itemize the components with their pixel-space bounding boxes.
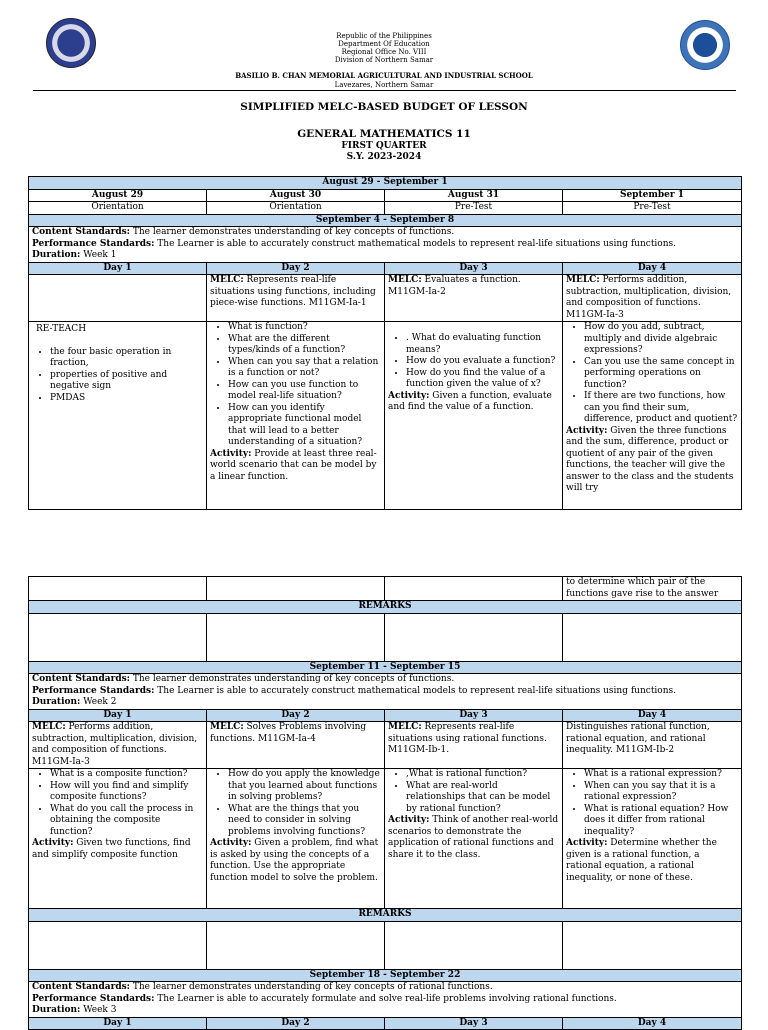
day-header: Day 1 [29,262,207,275]
list-item: • What are the things that you need to consider in solving problems involving functions? [228,804,381,839]
activity-text: Determine whether the given is a rational function, a rational equation, a rational inequality, or none of these. [566,838,717,883]
list-item: • Can you use the same concept in performing operations on function? [584,357,738,392]
standards-cell [29,227,742,263]
duration-value: Week 3 [80,1005,117,1015]
day-header: Day 4 [563,262,742,275]
list-item: • What do you call the process in obtaining the composite function? [50,804,203,839]
continuation-cell [29,577,207,601]
list-item: • How do you find the value of a function given the value of x? [406,368,559,391]
quarter-title: FIRST QUARTER [341,141,427,151]
list-item: • What is a rational expression? [584,769,738,781]
week-range: September 11 - September 15 [29,661,742,674]
list-item: • What are real-world relationships that can be model by rational function? [406,781,559,816]
day-header: Day 3 [385,262,563,275]
lesson-cell-day-3: • ,What is rational function? • What are real-world relationships that can be model by rational function? Activity: Think of another real-world scenarios to demonstrate the application of rational functions and share it to the class. [385,769,563,909]
list-item: • How can you use function to model real-life situation? [228,380,381,403]
remarks-cell [29,921,207,969]
header-line-4: Division of Northern Samar [334,56,434,64]
continuation-cell: to determine which pair of the functions gave rise to the answer [563,577,742,601]
melc-cell [29,275,207,322]
duration-value: Week 2 [80,697,117,707]
performance-standards: The Learner is able to accurately construct mathematical models to represent real-life situations using functions. [154,238,677,249]
remarks-cell [207,613,385,661]
lesson-cell-day-1 [29,322,207,510]
performance-standards: The Learner is able to accurately formulate and solve real-life problems involving rational functions. [154,993,617,1004]
content-label: Content Standards: [32,227,131,237]
list-item: • How do you add, subtract, multiply and divide algebraic expressions? [584,322,738,357]
reteach-label: RE-TEACH [36,324,87,334]
activity-text: Think of another real-world scenarios to demonstrate the application of rational functions and share it to the class. [388,815,559,860]
school-name: BASILIO B. CHAN MEMORIAL AGRICULTURAL AND INDUSTRIAL SCHOOL [235,71,533,80]
header-line-2: Department Of Education [338,40,430,48]
lesson-cell-day-4: • What is a rational expression? • When can you say that it is a rational expression? • What is rational equation? How does it differ from rational inequality? Activity: Determine whether the given is a rational function, a rational equation, a rational inequality, or none of these. [563,769,742,909]
list-item: • properties of positive and negative sign [50,370,203,393]
day-header: Day 4 [563,1017,742,1030]
melc-cell: MELC: Evaluates a function. M11GM-Ia-2 [385,275,563,322]
list-item: • the four basic operation in fraction, [50,347,203,370]
continuation-cell [207,577,385,601]
day-header: Day 4 [563,709,742,722]
school-year: S.Y. 2023-2024 [346,152,422,162]
activity-cell: Orientation [29,202,207,215]
date-cell: August 29 [29,189,207,202]
day-header: Day 3 [385,1017,563,1030]
list-item: • How do you evaluate a function? [406,356,559,368]
remarks-header: REMARKS [29,601,742,614]
date-cell: September 1 [563,189,742,202]
subject-title: GENERAL MATHEMATICS 11 [297,128,471,140]
duration-value: Week 1 [80,250,117,260]
list-item: • How will you find and simplify composite functions? [50,781,203,804]
list-item: • How can you identify appropriate functional model that will lead to a better understanding of a situation? [228,403,381,449]
activity-text: Given a problem, find what is asked by using the concepts of a function. Use the appropriate function model to solve the problem. [210,838,379,883]
lesson-table-week-1 [28,176,742,510]
lesson-table-week-2 [28,576,742,1030]
melc-cell: MELC: Performs addition, subtraction, multiplication, division, and composition of functions. M11GM-Ia-3 [563,275,742,322]
list-item: • If there are two functions, how can you find their sum, difference, product and quotient? [584,391,738,426]
activity-cell: Pre-Test [385,202,563,215]
activity-text: Given a function, evaluate and find the value of a function. [388,390,552,412]
list-item: • . What do evaluating function means? [406,333,559,356]
day-header: Day 3 [385,709,563,722]
lesson-cell-day-1: • What is a composite function? • How will you find and simplify composite functions? • What do you call the process in obtaining the composite function? Activity: Given two functions, find and simplify composite function [29,769,207,909]
remarks-header: REMARKS [29,909,742,922]
melc-cell: MELC: Represents real-life situations using rational functions. M11GM-Ib-1. [385,722,563,769]
list-item: • When can you say that it is a rational expression? [584,781,738,804]
melc-cell: Distinguishes rational function, rational equation, and rational inequality. M11GM-Ib-2 [563,722,742,769]
week-range: September 18 - September 22 [29,969,742,982]
melc-text: Represents real-life situations using rational functions. M11GM-Ib-1. [388,722,547,755]
duration-label: Duration: [32,250,81,260]
activity-text: Given the three functions and the sum, difference, product or quotient of any pair of the given functions, the teacher will give the answer to the class and the students will try [566,425,734,493]
melc-text: Performs addition, subtraction, multiplication, division, and composition of functions. M11GM-Ia-3 [566,275,732,320]
remarks-cell [563,921,742,969]
melc-text: Represents real-life situations using functions, including piece-wise functions. M11GM-Ia-1 [210,275,376,308]
standards-cell: Content Standards: The learner demonstrates understanding of key concepts of functions. Performance Standards: The Learner is able to accurately construct mathematical models to represent real-life situations using functions. Duration: Week 2 [29,674,742,710]
week-range: September 4 - September 8 [29,214,742,227]
melc-text: Performs addition, subtraction, multiplication, division, and composition of functions. M11GM-Ia-3 [32,722,198,767]
remarks-cell [29,613,207,661]
lesson-cell-day-3: • . What do evaluating function means? • How do you evaluate a function? • How do you find the value of a function given the value of x? Activity: Given a function, evaluate and find the value of a function. [385,322,563,510]
date-cell: August 30 [207,189,385,202]
day-header: Day 1 [29,1017,207,1030]
day-header: Day 1 [29,709,207,722]
lesson-cell-day-2: • What is function? • What are the different types/kinds of a function? • When can you say that a relation is a function or not? • How can you use function to model real-life situation? • How can you identify appropriate functional model that will lead to a better understanding of a situation? Activity: Provide at least three real-world scenario that can be model by a linear function. [207,322,385,510]
header-line-3: Regional Office No. VIII [341,48,427,56]
lesson-cell-day-2: • How do you apply the knowledge that you learned about functions in solving problems? • What are the things that you need to consider in solving problems involving functions? Activity: Given a problem, find what is asked by using the concepts of a function. Use the appropriate function model to solve the problem. [207,769,385,909]
list-item: • What is rational equation? How does it differ from rational inequality? [584,804,738,839]
melc-cell: MELC: Represents real-life situations using functions, including piece-wise functions. M11GM-Ia-1 [207,275,385,322]
list-item: • What is function? [228,322,381,334]
content-standards: The learner demonstrates understanding of key concepts of functions. [130,674,455,684]
remarks-cell [207,921,385,969]
document-title: SIMPLIFIED MELC-BASED BUDGET OF LESSON [240,101,528,113]
list-item: • What are the different types/kinds of a function? [228,334,381,357]
list-item: • PMDAS [50,393,203,405]
standards-cell: Content Standards: The learner demonstrates understanding of key concepts of rational functions. Performance Standards: The Learner is able to accurately formulate and solve real-life problems involving rational functions. Duration: Week 3 [29,982,742,1018]
melc-cell: MELC: Solves Problems involving functions. M11GM-Ia-4 [207,722,385,769]
content-standards: The learner demonstrates understanding of key concepts of rational functions. [130,982,493,992]
header-line-1: Republic of the Philippines [336,32,432,40]
activity-cell: Pre-Test [563,202,742,215]
performance-label: Performance Standards: [32,238,155,249]
day-header: Day 2 [207,1017,385,1030]
melc-text: Evaluates a function. M11GM-Ia-2 [388,275,521,297]
lesson-cell-day-4: • How do you add, subtract, multiply and divide algebraic expressions? • Can you use the same concept in performing operations on function? • If there are two functions, how can you find their sum, difference, product and quotient? Activity: Given the three functions and the sum, difference, product or quotient of any pair of the given functions, the teacher will give the answer to the class and the students will try [563,322,742,510]
header-divider [33,90,736,91]
week-band-row [29,177,742,190]
melc-cell: MELC: Performs addition, subtraction, multiplication, division, and composition of functions. M11GM-Ia-3 [29,722,207,769]
content-standards: The learner demonstrates understanding of key concepts of functions. [130,227,455,237]
activity-text: Given two functions, find and simplify composite function [32,838,191,860]
remarks-cell [385,921,563,969]
activity-cell: Orientation [207,202,385,215]
day-header: Day 2 [207,709,385,722]
list-item: • When can you say that a relation is a function or not? [228,357,381,380]
week-range: August 29 - September 1 [29,177,742,190]
list-item: • How do you apply the knowledge that you learned about functions in solving problems? [228,769,381,804]
activity-text: Provide at least three real-world scenario that can be model by a linear function. [210,448,377,482]
date-cell: August 31 [385,189,563,202]
list-item: • ,What is rational function? [406,769,559,781]
remarks-cell [563,613,742,661]
continuation-cell [385,577,563,601]
list-item: • What is a composite function? [50,769,203,781]
performance-standards: The Learner is able to accurately construct mathematical models to represent real-life situations using functions. [154,685,677,696]
school-location: Lavezares, Northern Samar [334,81,434,89]
melc-text: Solves Problems involving functions. M11GM-Ia-4 [210,722,367,744]
day-header: Day 2 [207,262,385,275]
remarks-cell [385,613,563,661]
